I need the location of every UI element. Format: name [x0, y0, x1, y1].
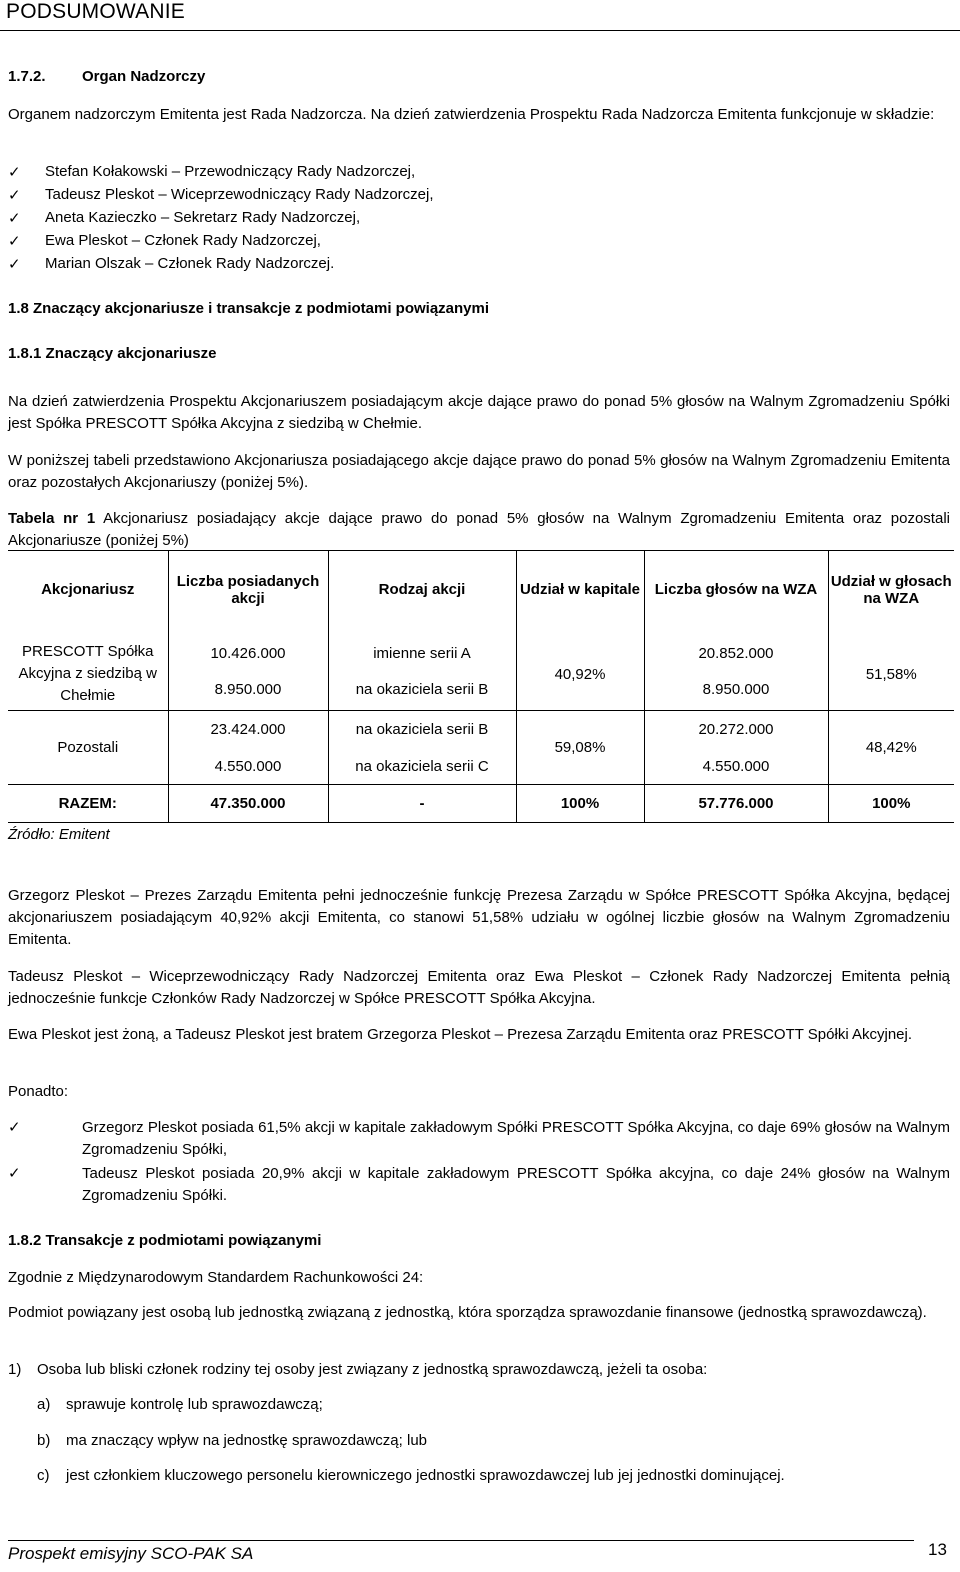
table-cell: 40,92% [516, 639, 644, 711]
paragraph: Na dzień zatwierdzenia Prospektu Akcjonariuszem posiadającym akcje dające prawo do ponad 5% głosów na Walnym Zgromadzeniu Spółki jest Spółka PRESCOTT Spółka Akcyjna z siedzibą w Chełmie. [8, 393, 950, 432]
table-cell: 47.350.000 [168, 785, 328, 823]
paragraph: Grzegorz Pleskot – Prezes Zarządu Emitenta pełni jednocześnie funkcję Prezesa Zarządu w Spółce PRESCOTT Spółka Akcyjna, będącej akcjonariuszem posiadającym 40,92% akcji Emitenta, co stanowi 51,58% udziału w ogólnej liczbie głosów na Walnym Zgromadzeniu Emitenta. [8, 887, 950, 948]
page-number: 13 [928, 1540, 947, 1559]
list-item: Aneta Kazieczko – Sekretarz Rady Nadzorczej, [45, 209, 361, 226]
header-rule [0, 30, 960, 31]
paragraph: Zgodnie z Międzynarodowym Standardem Rachunkowości 24: [8, 1269, 424, 1286]
list-marker: b) [37, 1432, 51, 1449]
footer-title: Prospekt emisyjny SCO-PAK SA [8, 1544, 254, 1563]
col-header: Akcjonariusz [8, 551, 168, 629]
table-cell: 59,08% [516, 711, 644, 785]
col-header: Rodzaj akcji [328, 551, 516, 629]
shareholders-table [8, 550, 954, 823]
list-marker: c) [37, 1467, 50, 1484]
table-cell: 8.950.000 [644, 669, 828, 711]
list-item: Grzegorz Pleskot posiada 61,5% akcji w kapitale zakładowym Spółki PRESCOTT Spółka Akcyjna, co daje 69% głosów na Walnym Zgromadzeniu Spółki, [82, 1119, 950, 1158]
paragraph: Podmiot powiązany jest osobą lub jednostką związaną z jednostką, która sporządza sprawozdanie finansowe (jednostką sprawozdawczą). [8, 1304, 927, 1321]
col-header: Udział w głosach na WZA [828, 551, 954, 629]
list-item: Ewa Pleskot – Członek Rady Nadzorczej, [45, 232, 321, 249]
footer-rule [8, 1540, 914, 1541]
check-icon: ✓ [8, 1165, 21, 1182]
total-label: RAZEM: [8, 785, 168, 823]
table-cell: imienne serii A [328, 639, 516, 669]
list-item: Tadeusz Pleskot posiada 20,9% akcji w kapitale zakładowym PRESCOTT Spółka akcyjna, co daje 24% głosów na Walnym Zgromadzeniu Spółki. [82, 1165, 950, 1204]
check-icon: ✓ [8, 256, 21, 273]
paragraph: Ewa Pleskot jest żoną, a Tadeusz Pleskot jest bratem Grzegorza Pleskot – Prezesa Zarządu Emitenta oraz PRESCOTT Spółki Akcyjnej. [8, 1026, 913, 1043]
list-item: jest członkiem kluczowego personelu kierowniczego jednostki sprawozdawczej lub jej jednostki dominującej. [66, 1467, 785, 1484]
table-row [8, 639, 954, 669]
table-caption [8, 508, 950, 552]
list-item: Tadeusz Pleskot – Wiceprzewodniczący Rady Nadzorczej, [45, 186, 434, 203]
table-cell: 4.550.000 [168, 749, 328, 785]
table-cell: na okaziciela serii B [328, 669, 516, 711]
page-header-title: PODSUMOWANIE [6, 0, 185, 23]
check-icon: ✓ [8, 233, 21, 250]
check-icon: ✓ [8, 164, 21, 181]
list-marker: 1) [8, 1361, 22, 1378]
subsection-heading: 1.8.1 Znaczący akcjonariusze [8, 345, 217, 362]
table-source: Źródło: Emitent [8, 826, 110, 843]
table-cell: 51,58% [865, 665, 917, 683]
table-cell: na okaziciela serii B [328, 711, 516, 749]
col-header: Liczba posiadanych akcji [168, 551, 328, 629]
check-icon: ✓ [8, 210, 21, 227]
table-cell: - [328, 785, 516, 823]
table-cell: 20.852.000 [644, 639, 828, 669]
list-marker: a) [37, 1396, 51, 1413]
paragraph: Tadeusz Pleskot – Wiceprzewodniczący Rady Nadzorczej Emitenta oraz Ewa Pleskot – Członek Rady Nadzorczej Emitenta pełnią jednocześnie funkcje Członków Rady Nadzorczej w Spółce PRESCOTT Spółka Akcyjna. [8, 968, 950, 1007]
table-cell: 100% [516, 785, 644, 823]
list-item: Marian Olszak – Członek Rady Nadzorczej. [45, 255, 335, 272]
table-cell: 100% [828, 785, 954, 823]
table-header-row [8, 551, 954, 629]
section-title: Organ Nadzorczy [82, 68, 206, 85]
table-cell: 23.424.000 [168, 711, 328, 749]
paragraph-organ: Organem nadzorczym Emitenta jest Rada Nadzorcza. Na dzień zatwierdzenia Prospektu Rada Nadzorcza Emitenta funkcjonuje w składzie: [8, 106, 935, 123]
table-cell: 10.426.000 [168, 639, 328, 669]
section-heading: 1.8 Znaczący akcjonariusze i transakcje z podmiotami powiązanymi [8, 300, 490, 317]
list-item: Stefan Kołakowski – Przewodniczący Rady Nadzorczej, [45, 163, 416, 180]
subsection-heading: 1.8.2 Transakcje z podmiotami powiązanymi [8, 1232, 322, 1249]
table-caption-text: Akcjonariusz posiadający akcje dające prawo do ponad 5% głosów na Walnym Zgromadzeniu Emitenta oraz pozostali Akcjonariusze (poniżej 5%) [8, 510, 950, 549]
table-total-row [8, 785, 954, 823]
check-icon: ✓ [8, 187, 21, 204]
table-row [8, 711, 954, 749]
col-header: Liczba głosów na WZA [644, 551, 828, 629]
shareholder-name: Pozostali [8, 711, 168, 785]
table-cell: 48,42% [828, 711, 954, 785]
paragraph: W poniższej tabeli przedstawiono Akcjonariusza posiadającego akcje dające prawo do ponad 5% głosów na Walnym Zgromadzeniu Emitenta oraz pozostałych Akcjonariuszy (poniżej 5%). [8, 452, 950, 491]
col-header: Udział w kapitale [516, 551, 644, 629]
table-cell: 4.550.000 [644, 749, 828, 785]
ponadto-label: Ponadto: [8, 1083, 69, 1100]
check-icon: ✓ [8, 1119, 21, 1136]
list-item: sprawuje kontrolę lub sprawozdawczą; [66, 1396, 323, 1413]
table-cell: 8.950.000 [168, 669, 328, 711]
table-cell: 20.272.000 [644, 711, 828, 749]
table-cell: na okaziciela serii C [328, 749, 516, 785]
shareholder-name: PRESCOTT Spółka Akcyjna z siedzibą w Chełmie [8, 639, 168, 711]
list-item: Osoba lub bliski członek rodziny tej osoby jest związany z jednostką sprawozdawczą, jeżeli ta osoba: [37, 1361, 708, 1378]
table-caption-label: Tabela nr 1 [8, 510, 96, 527]
table-cell: 57.776.000 [644, 785, 828, 823]
section-number: 1.7.2. [8, 68, 46, 85]
list-item: ma znaczący wpływ na jednostkę sprawozdawczą; lub [66, 1432, 428, 1449]
